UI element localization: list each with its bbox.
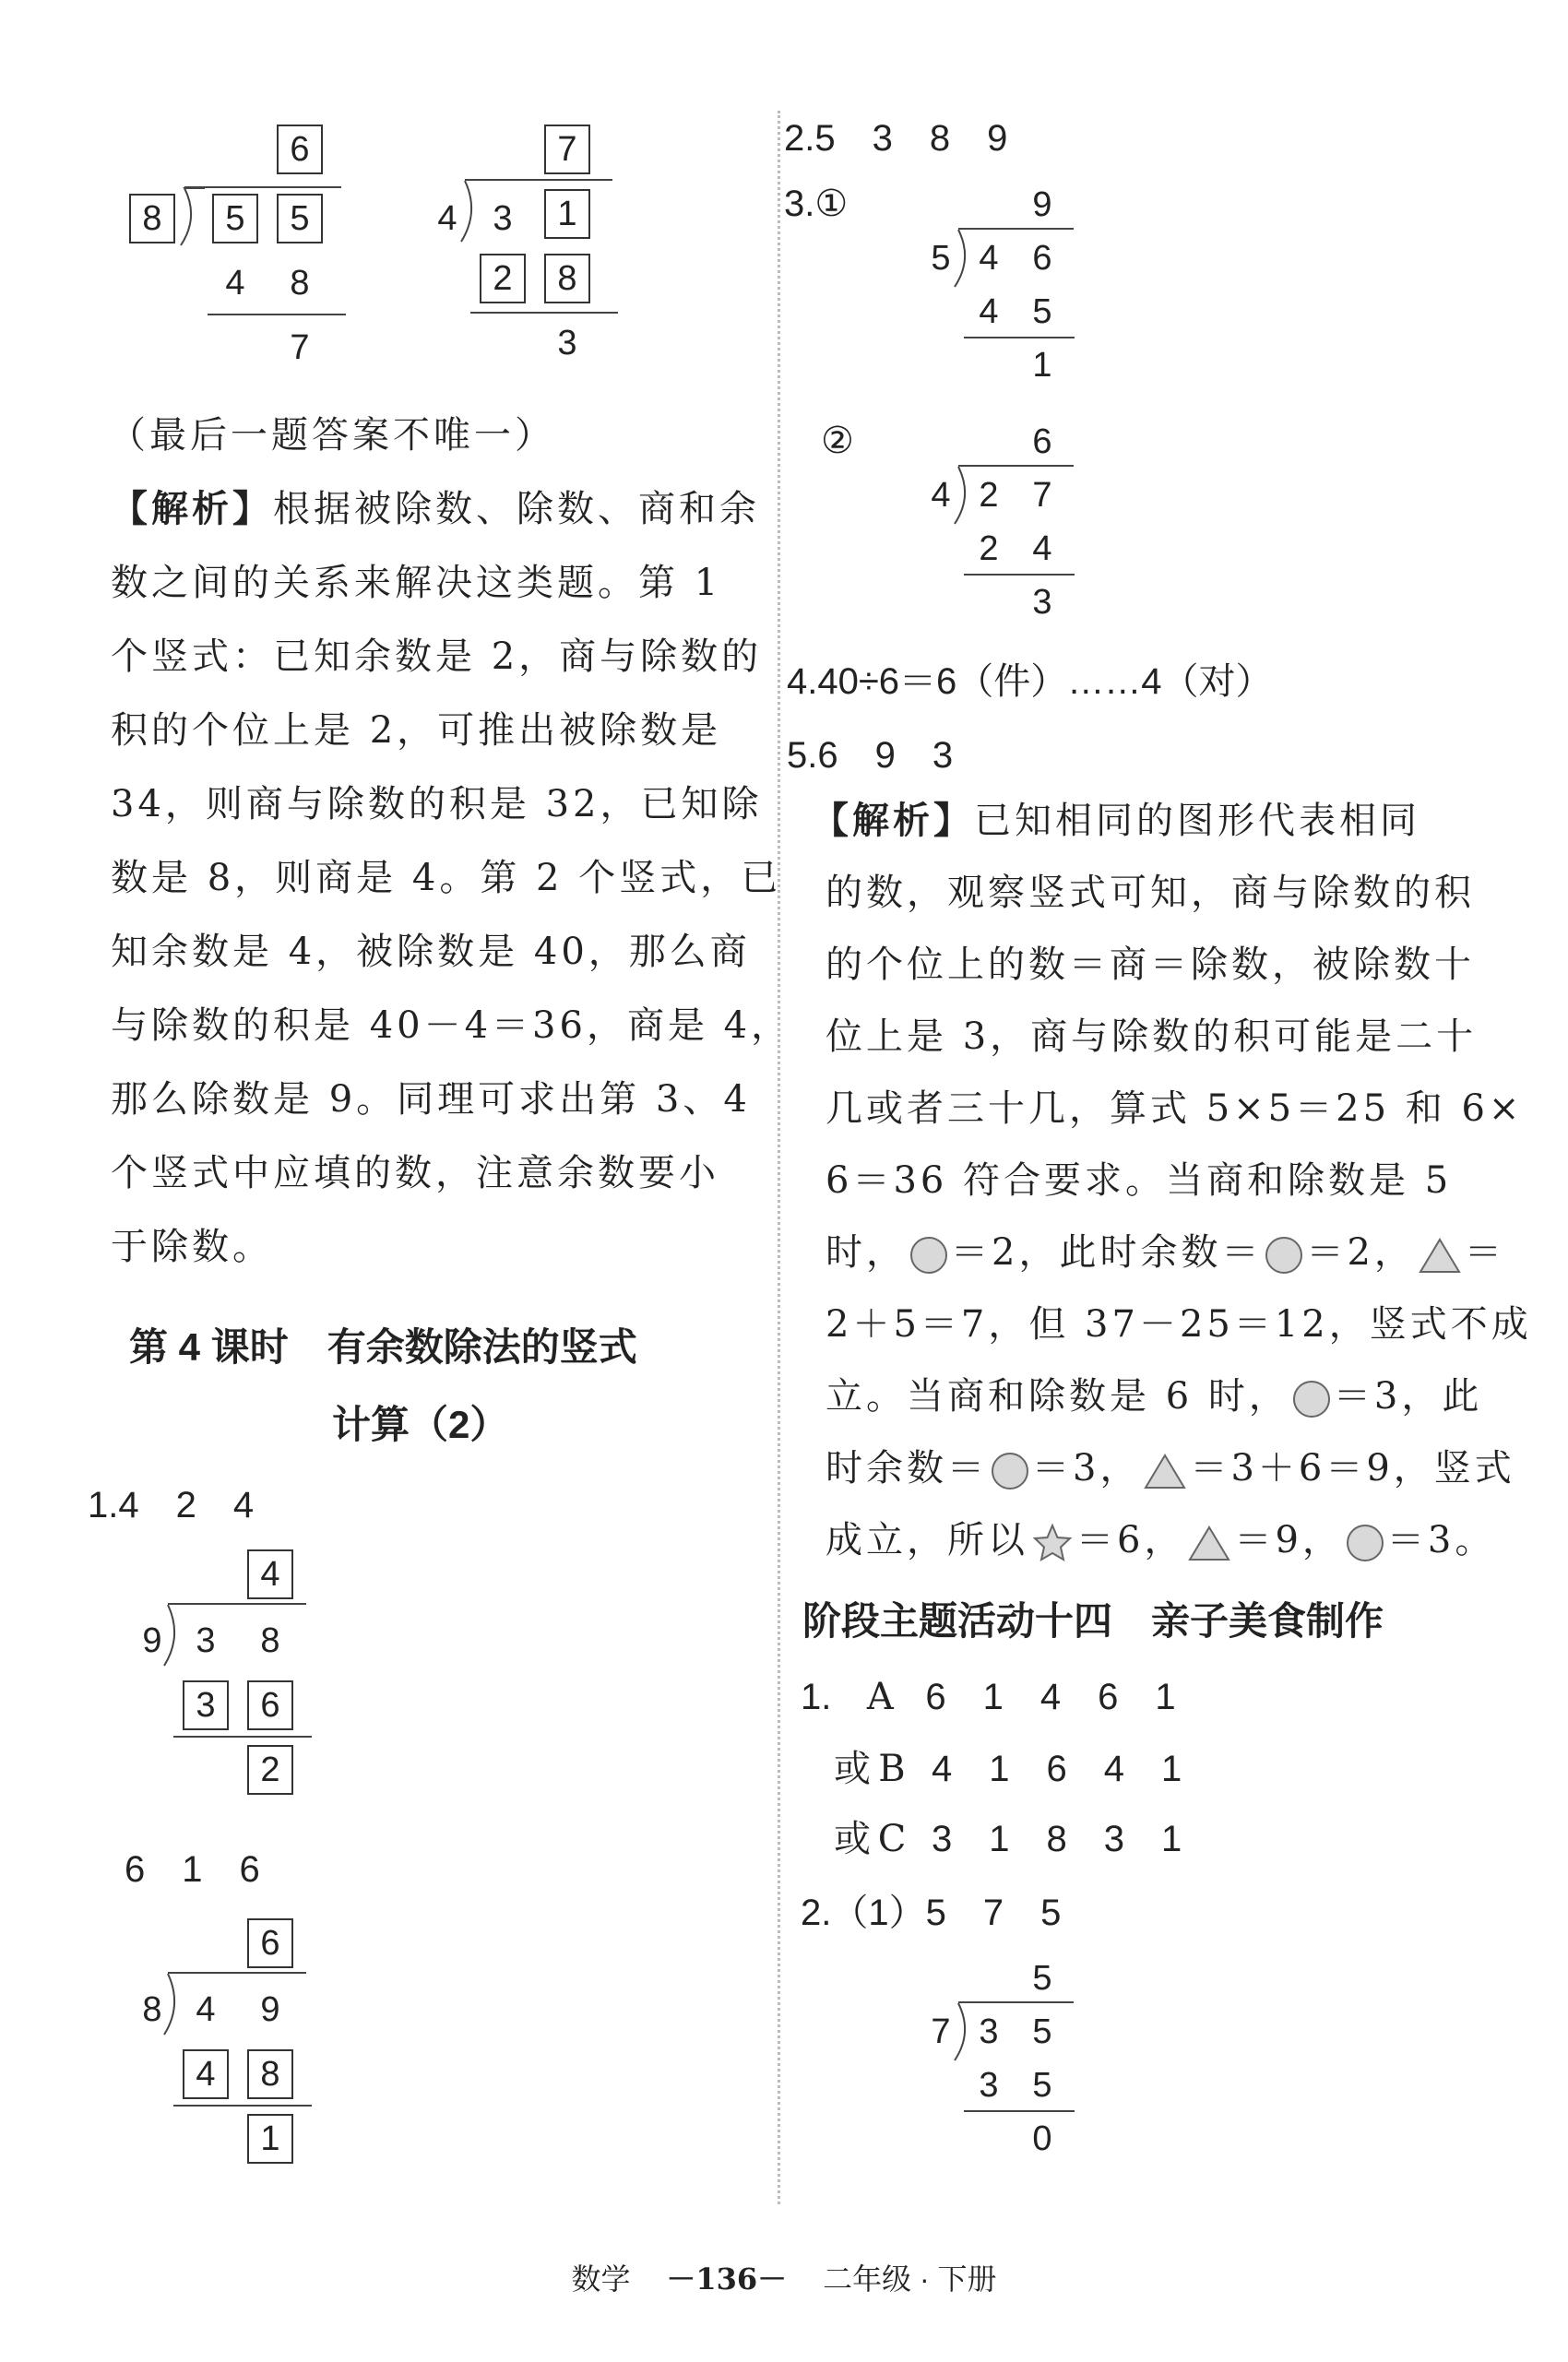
- analysis-r-line-9: 立。当商和除数是 6 时， ＝3，此: [826, 1375, 1483, 1418]
- dividend-tens: 3: [196, 1621, 216, 1660]
- remainder-digit: 3: [557, 324, 577, 362]
- product-tens: 3: [183, 1680, 229, 1730]
- q3-label: 3.①: [784, 184, 849, 224]
- dividend-ones: 9: [260, 1990, 280, 2029]
- quotient-digit: 6: [277, 125, 323, 174]
- footer-subject: 数学: [571, 2262, 631, 2296]
- q1-row-a: 1. A 6 1 4 6 1: [801, 1676, 1176, 1718]
- long-division-1: [129, 120, 350, 369]
- division-bar: [184, 186, 341, 188]
- long-division-4: [129, 1918, 332, 2177]
- star-icon: [1032, 1523, 1073, 1563]
- quotient-digit: 6: [1032, 422, 1052, 461]
- subtraction-line: [964, 2110, 1075, 2112]
- analysis-r-line-3: 的个位上的数＝商＝除数，被除数十: [826, 944, 1475, 986]
- quotient-digit: 4: [247, 1549, 293, 1599]
- q2-part-1-answer: 2.（1）5 7 5: [801, 1893, 1062, 1933]
- analysis-line-11: 于除数。: [111, 1226, 273, 1268]
- product-tens: 4: [979, 292, 999, 331]
- long-division-2: [424, 120, 627, 369]
- analysis-line-8: 与除数的积是 40－4＝36，商是 4，: [111, 1004, 792, 1047]
- remainder-digit: 2: [247, 1745, 293, 1795]
- division-bar: [958, 2001, 1074, 2003]
- product-ones: 6: [247, 1680, 293, 1730]
- subtraction-line: [964, 574, 1075, 576]
- product-tens: 3: [979, 2066, 999, 2105]
- subtraction-line: [173, 1736, 312, 1738]
- analysis-line-9: 那么除数是 9。同理可求出第 3、4: [111, 1078, 751, 1121]
- page-number: －136－: [666, 2261, 788, 2297]
- remainder-digit: 7: [290, 328, 310, 367]
- q2-answer: 2.5 3 8 9: [784, 118, 1008, 159]
- analysis-line-7: 知余数是 4，被除数是 40，那么商: [111, 931, 751, 973]
- divisor-digit: 4: [931, 476, 951, 515]
- analysis-r-line-6: 6＝36 符合要求。当商和除数是 5: [826, 1159, 1453, 1202]
- column-divider: [778, 111, 780, 2204]
- circle-icon: [992, 1453, 1028, 1490]
- triangle-icon: [1188, 1525, 1230, 1561]
- dividend-ones: 5: [277, 194, 323, 243]
- product-ones: 8: [290, 264, 310, 303]
- dividend-tens: 2: [979, 476, 999, 515]
- division-bar: [168, 1603, 306, 1605]
- division-bar: [958, 465, 1074, 467]
- stage-title: 阶段主题活动十四 亲子美食制作: [802, 1599, 1384, 1643]
- divisor-digit: 8: [142, 1990, 162, 2029]
- q1-answer-b: 6 1 6: [125, 1849, 260, 1890]
- long-division-3: [129, 1549, 332, 1798]
- dividend-tens: 4: [196, 1990, 216, 2029]
- q1-answer: 1.4 2 4: [88, 1485, 255, 1525]
- quotient-digit: 9: [1032, 185, 1052, 224]
- remainder-digit: 1: [247, 2114, 293, 2164]
- analysis-line-3: 个竖式：已知余数是 2，商与除数的: [111, 635, 763, 678]
- lesson-title: 第 4 课时 有余数除法的竖式: [129, 1325, 637, 1369]
- circle-icon: [1265, 1237, 1302, 1274]
- quotient-digit: 5: [1032, 1959, 1052, 1998]
- dividend-ones: 6: [1032, 239, 1052, 278]
- subtraction-line: [173, 2105, 312, 2107]
- divisor-digit: 9: [142, 1621, 162, 1660]
- dividend-tens: 3: [493, 199, 513, 238]
- analysis-r-line-8: 2＋5＝7，但 37－25＝12，竖式不成: [826, 1303, 1532, 1346]
- division-bar: [958, 228, 1074, 230]
- analysis-r-line-7: 时， ＝2，此时余数＝ ＝2， ＝: [826, 1231, 1505, 1274]
- q1-row-c: 或 C 3 1 8 3 1: [834, 1818, 1182, 1860]
- product-tens: 2: [480, 254, 526, 303]
- product-tens: 4: [183, 2049, 229, 2099]
- analysis-line-6: 数是 8，则商是 4。第 2 个竖式，已: [111, 857, 782, 899]
- analysis-line-1: 【解析】根据被除数、除数、商和余: [111, 487, 760, 530]
- note-answer-not-unique: （最后一题答案不唯一）: [109, 414, 555, 457]
- product-ones: 8: [544, 254, 590, 303]
- analysis-r-line-11: 成立，所以 ＝6， ＝9， ＝3。: [826, 1519, 1496, 1561]
- analysis-r-line-1: 【解析】已知相同的图形代表相同: [812, 799, 1420, 842]
- page-footer: [0, 2256, 1568, 2298]
- analysis-line-4: 积的个位上是 2，可推出被除数是: [111, 709, 722, 752]
- analysis-r-line-5: 几或者三十几，算式 5×5＝25 和 6×: [826, 1087, 1524, 1130]
- subtraction-line: [964, 337, 1075, 338]
- dividend-ones: 8: [260, 1621, 280, 1660]
- quotient-digit: 6: [247, 1918, 293, 1968]
- divisor-digit: 7: [931, 2012, 951, 2051]
- dividend-ones: 7: [1032, 476, 1052, 515]
- divisor-digit: 4: [437, 199, 457, 238]
- quotient-digit: 7: [544, 125, 590, 174]
- product-ones: 4: [1032, 529, 1052, 568]
- triangle-icon: [1419, 1237, 1461, 1274]
- q3-sub-2: ②: [821, 421, 854, 461]
- divisor-digit: 5: [931, 239, 951, 278]
- analysis-r-line-4: 位上是 3，商与除数的积可能是二十: [826, 1015, 1478, 1058]
- long-division-7: [918, 1953, 1102, 2184]
- dividend-tens: 5: [212, 194, 258, 243]
- circle-icon: [1293, 1381, 1330, 1418]
- analysis-label: 【解析】: [111, 487, 273, 530]
- analysis-line-2: 数之间的关系来解决这类题。第 1: [111, 562, 722, 604]
- q4-answer: 4.40÷6＝6（件）……4（对）: [787, 661, 1273, 702]
- division-bracket: [177, 184, 205, 249]
- product-tens: 2: [979, 529, 999, 568]
- long-division-6: [918, 417, 1102, 638]
- dividend-tens: 3: [979, 2012, 999, 2051]
- circle-icon: [910, 1237, 947, 1274]
- footer-grade: 二年级 · 下册: [823, 2262, 997, 2296]
- dividend-ones: 5: [1032, 2012, 1052, 2051]
- q5-answer: 5.6 9 3: [787, 735, 954, 776]
- dividend-tens: 4: [979, 239, 999, 278]
- remainder-digit: 1: [1032, 346, 1052, 385]
- lesson-title-line-2: 计算（2）: [332, 1403, 509, 1446]
- subtraction-line: [208, 314, 346, 315]
- q1-row-b: 或 B 4 1 6 4 1: [834, 1748, 1182, 1790]
- circle-icon: [1347, 1525, 1384, 1561]
- analysis-r-line-2: 的数，观察竖式可知，商与除数的积: [826, 872, 1475, 914]
- product-ones: 8: [247, 2049, 293, 2099]
- analysis-r-line-10: 时余数＝ ＝3， ＝3＋6＝9，竖式: [826, 1447, 1515, 1490]
- subtraction-line: [470, 312, 618, 314]
- product-ones: 5: [1032, 2066, 1052, 2105]
- analysis-line-5: 34，则商与除数的积是 32，已知除: [111, 783, 763, 825]
- dividend-ones: 1: [544, 189, 590, 239]
- division-bar: [168, 1972, 306, 1974]
- divisor-digit: 8: [129, 194, 175, 243]
- long-division-5: [918, 180, 1102, 401]
- analysis-line-10: 个竖式中应填的数，注意余数要小: [111, 1152, 719, 1194]
- analysis-label: 【解析】: [812, 799, 974, 842]
- product-ones: 5: [1032, 292, 1052, 331]
- remainder-digit: 3: [1032, 583, 1052, 622]
- remainder-digit: 0: [1032, 2119, 1052, 2158]
- division-bar: [465, 179, 612, 181]
- triangle-icon: [1144, 1453, 1186, 1490]
- product-tens: 4: [225, 264, 245, 303]
